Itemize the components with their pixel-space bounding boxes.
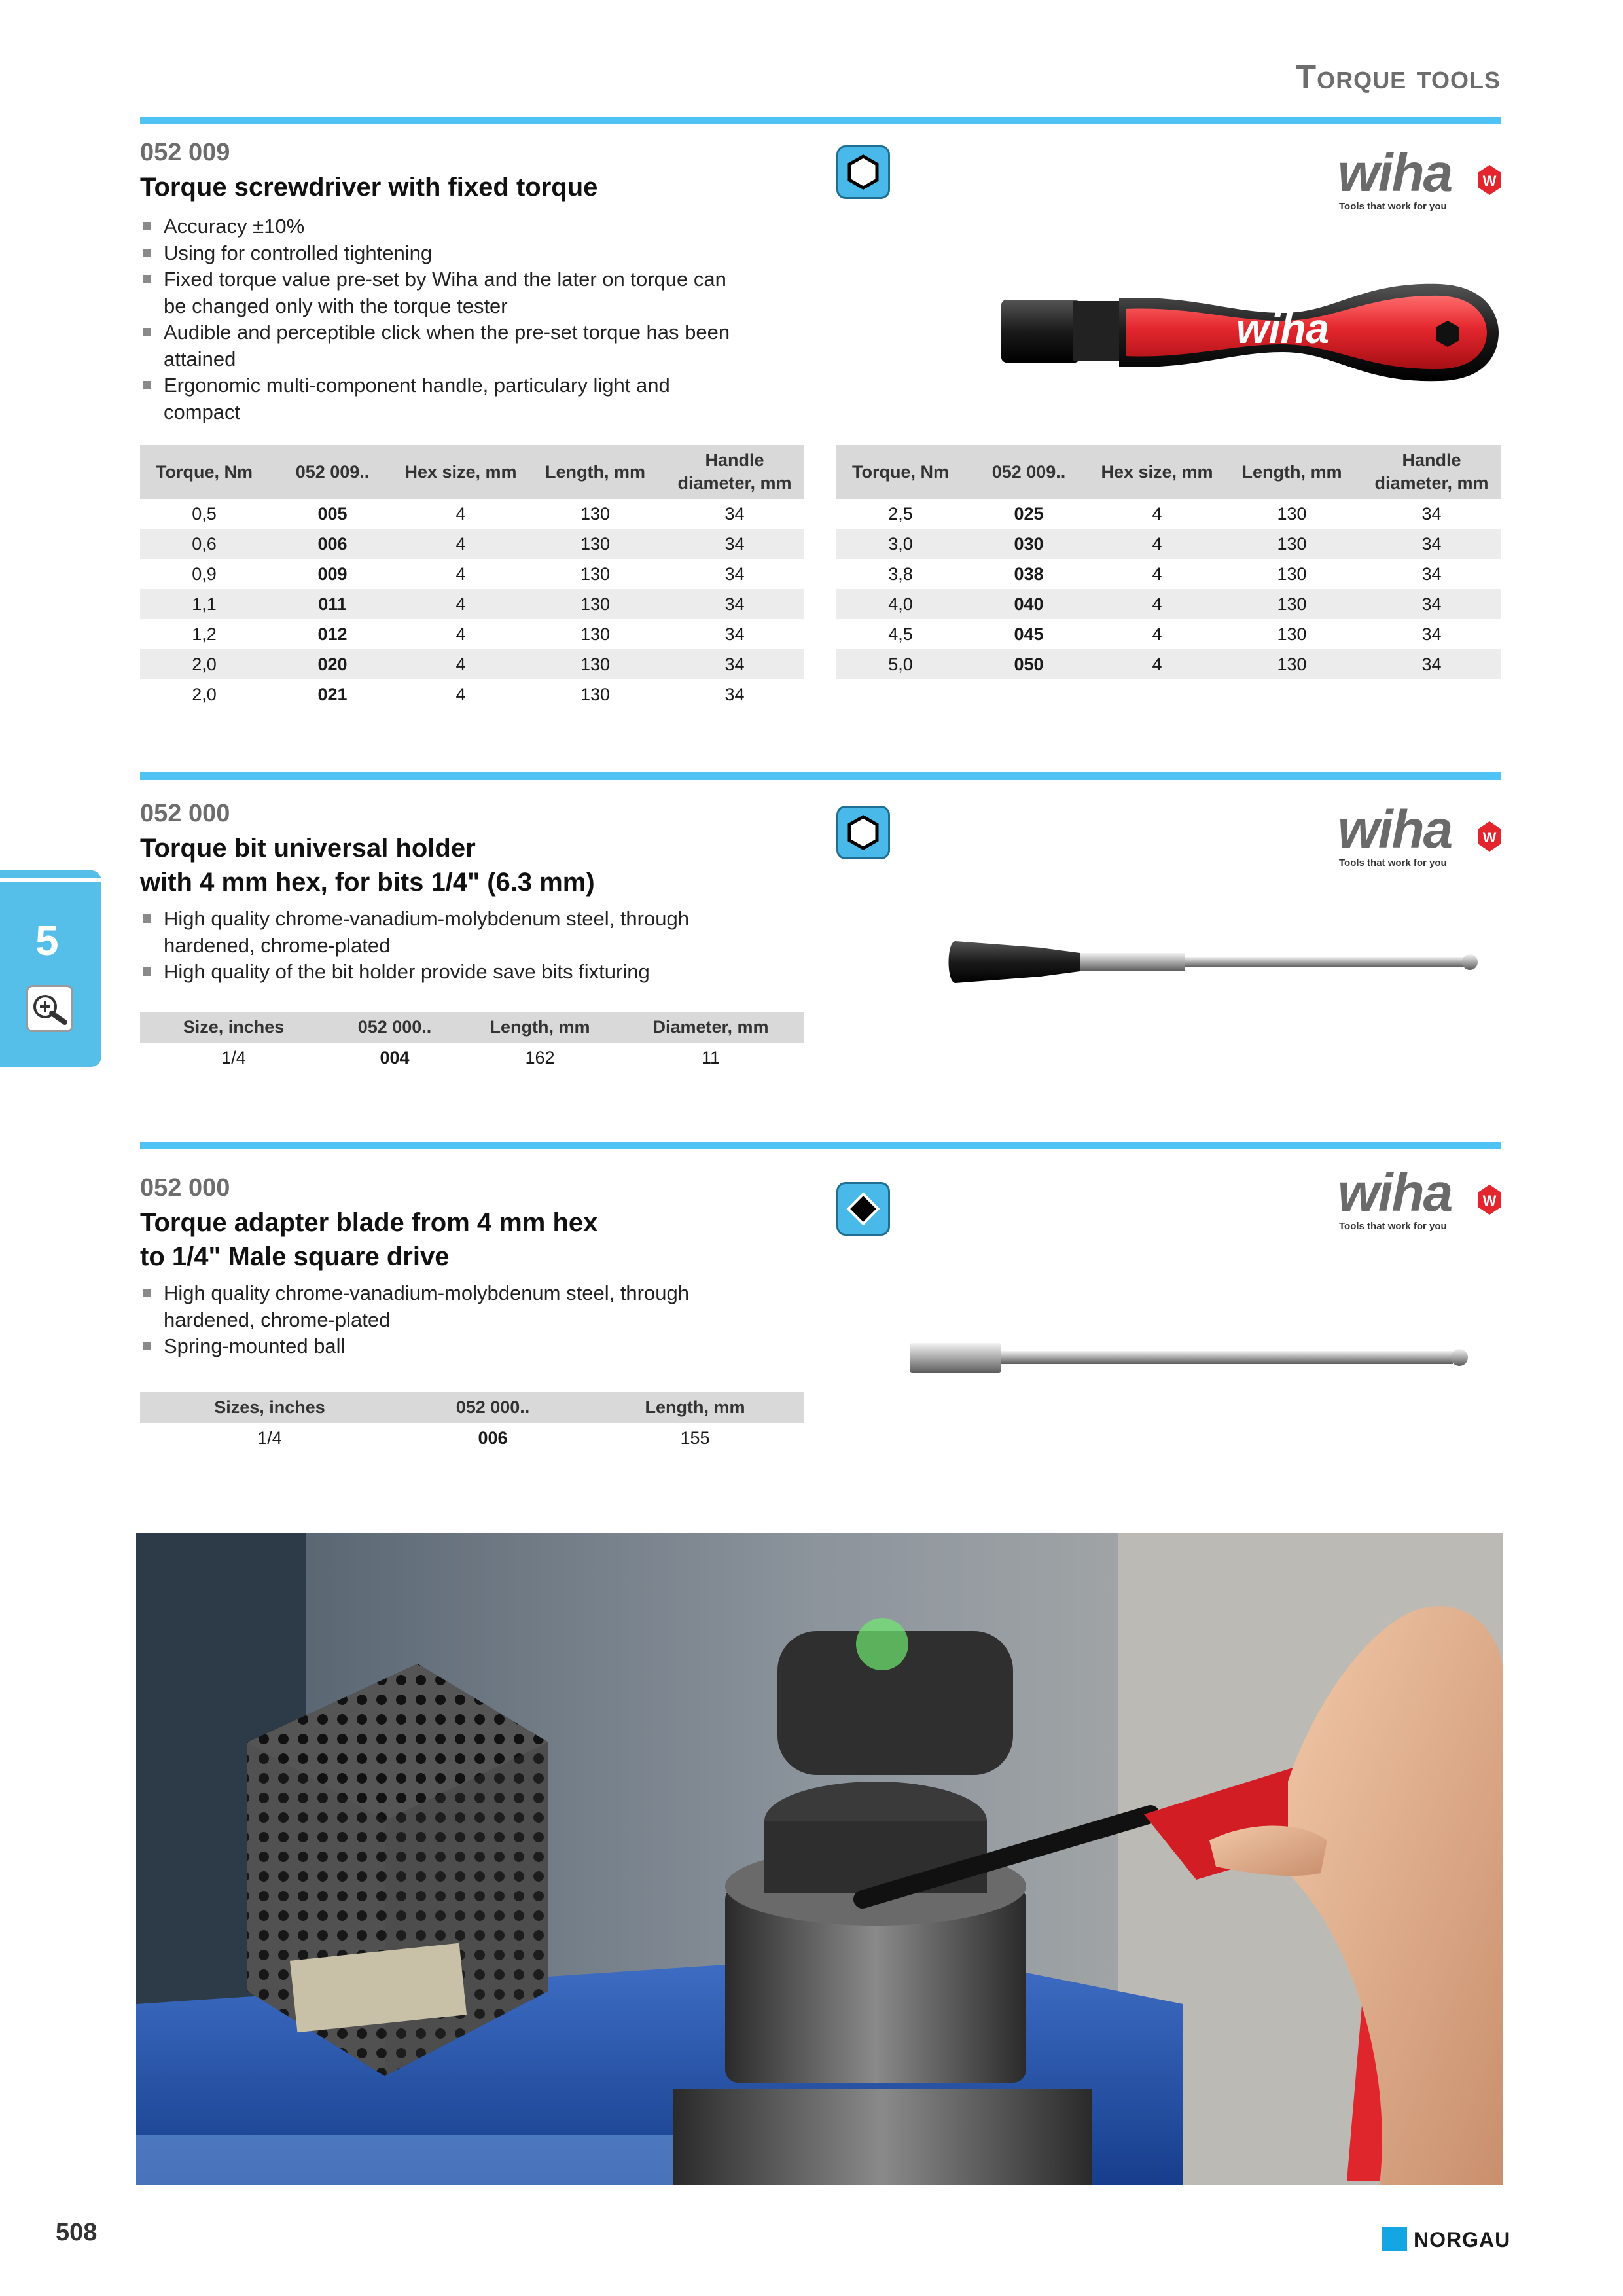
- feature-item: High quality of the bit holder provide save bits fixturing: [140, 959, 742, 986]
- table-row: [836, 559, 1501, 589]
- table-cell: 34: [724, 564, 745, 584]
- product-code: 052 000: [140, 800, 230, 827]
- table-row: [140, 529, 804, 559]
- table-cell: 0,9: [192, 564, 217, 584]
- table-cell: 34: [666, 529, 804, 559]
- svg-text:W: W: [1482, 1193, 1497, 1209]
- column-header: 052 009..: [965, 445, 1093, 499]
- table-cell: 1,2: [192, 624, 217, 644]
- table-row: [836, 589, 1501, 619]
- hex-socket-icon: [836, 806, 890, 859]
- table-cell: 025: [1014, 504, 1044, 524]
- column-header: 052 000..: [327, 1012, 462, 1043]
- table-cell: 130: [580, 564, 611, 584]
- feature-item: Ergonomic multi-component handle, particulary light and compact: [140, 372, 742, 425]
- torque-screwdriver-image: [995, 275, 1505, 389]
- table-cell: 155: [680, 1428, 710, 1448]
- spec-table-left: [140, 445, 804, 709]
- table-cell: 162: [525, 1048, 555, 1067]
- table-row: [836, 499, 1501, 529]
- table-cell: 2,0: [192, 685, 217, 704]
- table-cell: 34: [1363, 589, 1501, 619]
- section-divider: [140, 117, 1501, 124]
- spec-table: [140, 1392, 804, 1453]
- column-header: Torque, Nm: [140, 445, 268, 499]
- product-title-line2: to 1/4" Male square drive: [140, 1242, 450, 1271]
- product-title-line1: Torque bit universal holder: [140, 834, 476, 863]
- table-cell: 4: [455, 624, 466, 644]
- table-header-row: [140, 445, 804, 499]
- feature-item: Accuracy ±10%: [140, 213, 742, 240]
- table-row: [140, 1043, 804, 1073]
- section-divider: [140, 1142, 1501, 1149]
- column-header: Handle diameter, mm: [666, 445, 804, 499]
- product-photo: [136, 1533, 1503, 2185]
- table-cell: 1/4: [221, 1048, 246, 1067]
- table-cell: 34: [724, 504, 745, 524]
- torque-screwdriver-icon: [26, 985, 73, 1032]
- table-cell: 038: [1014, 564, 1044, 584]
- table-cell: 34: [1421, 504, 1442, 524]
- table-row: [140, 649, 804, 679]
- brand-name: NORGAU: [1414, 2228, 1511, 2251]
- wiha-tagline: Tools that work for you: [1339, 857, 1447, 869]
- table-cell: 34: [1363, 649, 1501, 679]
- feature-item: High quality chrome-vanadium-molybdenum steel, through hardened, chrome-plated: [140, 906, 742, 959]
- table-cell: 34: [1421, 564, 1442, 584]
- bit-holder-image: [942, 929, 1486, 995]
- svg-text:W: W: [1482, 173, 1497, 189]
- table-row: [140, 1423, 804, 1453]
- chapter-tab-divider: [0, 878, 101, 882]
- column-header: Length, mm: [586, 1392, 804, 1423]
- table-cell: 4: [1093, 529, 1221, 559]
- square-drive-icon: [836, 1182, 890, 1236]
- table-cell: 011: [268, 589, 397, 619]
- wiha-tagline: Tools that work for you: [1339, 1221, 1447, 1232]
- table-row: [836, 619, 1501, 649]
- table-cell: 130: [525, 529, 666, 559]
- feature-item: Fixed torque value pre-set by Wiha and the later on torque can be changed only with the torque tester: [140, 266, 742, 319]
- table-cell: 4: [1152, 624, 1162, 644]
- table-cell: 012: [317, 624, 348, 644]
- table-cell: 4: [455, 685, 466, 704]
- table-cell: 0,5: [192, 504, 217, 524]
- table-cell: 130: [525, 649, 666, 679]
- wiha-logo-text: wiha: [1338, 1165, 1452, 1223]
- page-number: 508: [56, 2219, 98, 2246]
- column-header: 052 000..: [399, 1392, 586, 1423]
- table-cell: 3,0: [836, 529, 965, 559]
- column-header: Length, mm: [1221, 445, 1363, 499]
- feature-list: [140, 213, 742, 425]
- table-cell: 4,5: [888, 624, 913, 644]
- table-cell: 009: [317, 564, 348, 584]
- table-cell: 021: [317, 685, 348, 704]
- table-cell: 34: [1363, 529, 1501, 559]
- table-cell: 020: [268, 649, 397, 679]
- table-row: [140, 499, 804, 529]
- table-cell: 4: [1152, 504, 1162, 524]
- table-cell: 5,0: [836, 649, 965, 679]
- table-row: [140, 589, 804, 619]
- section-divider: [140, 772, 1501, 780]
- column-header: Handle diameter, mm: [1363, 445, 1501, 499]
- table-cell: 130: [1221, 529, 1363, 559]
- table-cell: 006: [478, 1428, 508, 1448]
- table-cell: 34: [666, 589, 804, 619]
- table-header-row: [836, 445, 1501, 499]
- adapter-blade-image: [903, 1329, 1486, 1388]
- spec-table-right: [836, 445, 1501, 679]
- column-header: Hex size, mm: [397, 445, 525, 499]
- table-cell: 3,8: [888, 564, 913, 584]
- wiha-logo: [1335, 802, 1505, 874]
- feature-item: Audible and perceptible click when the pre-set torque has been attained: [140, 319, 742, 372]
- table-cell: 4: [397, 589, 525, 619]
- product-title-line2: with 4 mm hex, for bits 1/4" (6.3 mm): [140, 868, 595, 897]
- column-header: Length, mm: [525, 445, 666, 499]
- table-cell: 34: [724, 624, 745, 644]
- feature-item: Using for controlled tightening: [140, 240, 742, 267]
- column-header: Size, inches: [140, 1012, 327, 1043]
- table-cell: 130: [525, 589, 666, 619]
- table-cell: 4: [397, 649, 525, 679]
- table-cell: 1,1: [140, 589, 268, 619]
- table-cell: 130: [580, 685, 611, 704]
- table-row: [140, 679, 804, 709]
- table-cell: 006: [268, 529, 397, 559]
- column-header: Hex size, mm: [1093, 445, 1221, 499]
- table-cell: 0,6: [140, 529, 268, 559]
- wiha-tagline: Tools that work for you: [1339, 201, 1447, 212]
- wiha-logo: [1335, 1165, 1505, 1237]
- column-header: Diameter, mm: [618, 1012, 804, 1043]
- table-cell: 130: [1277, 564, 1307, 584]
- table-cell: 34: [724, 685, 745, 704]
- table-cell: 040: [965, 589, 1093, 619]
- table-cell: 4: [1152, 564, 1162, 584]
- table-cell: 34: [1421, 624, 1442, 644]
- table-cell: 130: [580, 504, 611, 524]
- svg-text:W: W: [1482, 829, 1497, 846]
- brand-square-icon: [1382, 2227, 1407, 2251]
- table-cell: 030: [965, 529, 1093, 559]
- table-cell: 130: [1221, 649, 1363, 679]
- hex-socket-icon: [836, 145, 890, 199]
- table-cell: 4: [1093, 649, 1221, 679]
- chapter-number: 5: [35, 917, 59, 964]
- table-cell: 045: [1014, 624, 1044, 644]
- feature-list: [140, 1280, 742, 1360]
- table-cell: 34: [666, 649, 804, 679]
- table-row: [836, 529, 1501, 559]
- table-cell: 130: [1277, 504, 1307, 524]
- table-cell: 4: [455, 564, 466, 584]
- table-cell: 130: [580, 624, 611, 644]
- table-cell: 1/4: [257, 1428, 282, 1448]
- wiha-logo: [1335, 145, 1505, 217]
- table-row: [140, 559, 804, 589]
- column-header: Length, mm: [462, 1012, 618, 1043]
- product-code: 052 009: [140, 139, 230, 166]
- column-header: Torque, Nm: [836, 445, 965, 499]
- table-cell: 4,0: [836, 589, 965, 619]
- table-cell: 4: [455, 504, 466, 524]
- table-cell: 130: [1221, 589, 1363, 619]
- table-cell: 005: [317, 504, 348, 524]
- table-cell: 004: [380, 1048, 410, 1067]
- wiha-logo-text: wiha: [1338, 802, 1452, 859]
- table-header-row: [140, 1392, 804, 1423]
- column-header: 052 009..: [268, 445, 397, 499]
- spec-table: [140, 1012, 804, 1073]
- table-cell: 130: [1277, 624, 1307, 644]
- product-title: Torque screwdriver with fixed torque: [140, 173, 598, 202]
- table-cell: 11: [701, 1048, 721, 1067]
- wiha-logo-text: wiha: [1338, 145, 1452, 203]
- screwdriver-brand-label: wiha: [1236, 305, 1330, 352]
- page-header-title: Torque tools: [1295, 58, 1501, 96]
- feature-item: High quality chrome-vanadium-molybdenum steel, through hardened, chrome-plated: [140, 1280, 742, 1333]
- table-row: [140, 619, 804, 649]
- feature-item: Spring-mounted ball: [140, 1333, 742, 1360]
- table-row: [836, 649, 1501, 679]
- product-code: 052 000: [140, 1174, 230, 1202]
- table-cell: 2,0: [140, 649, 268, 679]
- table-cell: 2,5: [888, 504, 913, 524]
- product-title-line1: Torque adapter blade from 4 mm hex: [140, 1208, 598, 1237]
- chapter-tab[interactable]: [0, 870, 101, 1067]
- table-cell: 050: [965, 649, 1093, 679]
- table-cell: 4: [1093, 589, 1221, 619]
- feature-list: [140, 906, 742, 986]
- table-cell: 4: [397, 529, 525, 559]
- table-header-row: [140, 1012, 804, 1043]
- column-header: Sizes, inches: [140, 1392, 399, 1423]
